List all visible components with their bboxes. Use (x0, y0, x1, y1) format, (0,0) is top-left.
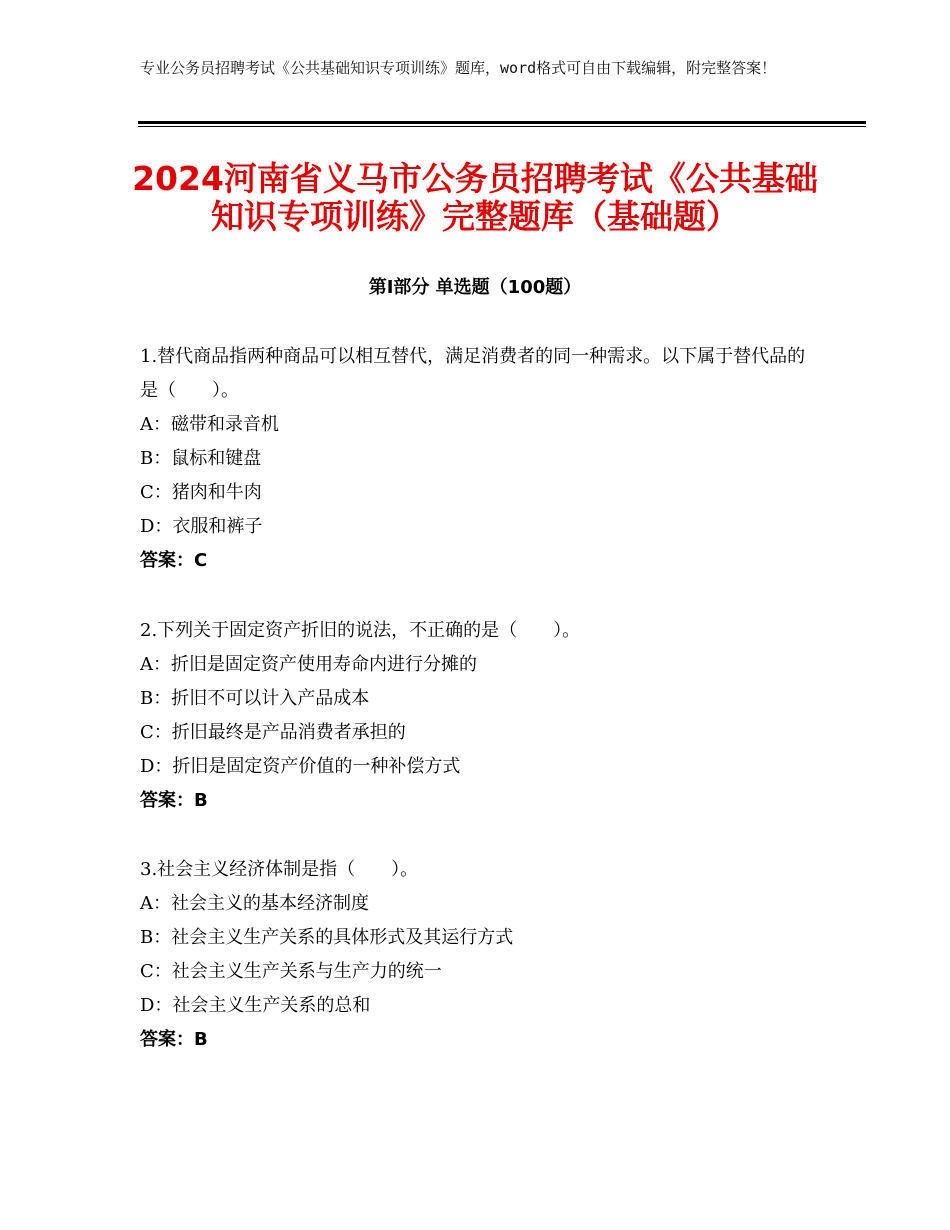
option-a: A：折旧是固定资产使用寿命内进行分摊的 (140, 654, 477, 675)
answer: 答案：C (140, 550, 208, 571)
option-d: D：折旧是固定资产价值的一种补偿方式 (140, 756, 461, 777)
document-title: 2024河南省义马市公务员招聘考试《公共基础知识专项训练》完整题库（基础题） (132, 159, 818, 236)
option-b: B：折旧不可以计入产品成本 (140, 688, 370, 709)
header-divider-thin (138, 126, 866, 127)
section-heading: 第Ⅰ部分 单选题（100题） (368, 277, 582, 298)
question-stem: 1.替代商品指两种商品可以相互替代，满足消费者的同一种需求。以下属于替代品的是（ ）。 (140, 346, 806, 401)
header-note: 专业公务员招聘考试《公共基础知识专项训练》题库，word格式可自由下载编辑，附完整答案！ (140, 59, 777, 77)
option-b: B：鼠标和键盘 (140, 448, 262, 469)
question-2 (140, 614, 820, 818)
option-a: A：磁带和录音机 (140, 414, 279, 435)
header-divider-thick (138, 121, 866, 124)
option-b: B：社会主义生产关系的具体形式及其运行方式 (140, 927, 514, 948)
option-a: A：社会主义的基本经济制度 (140, 893, 369, 914)
option-c: C：社会主义生产关系与生产力的统一 (140, 961, 442, 982)
option-c: C：猪肉和牛肉 (140, 482, 262, 503)
question-3 (140, 853, 820, 1057)
question-stem: 2.下列关于固定资产折旧的说法，不正确的是（ ）。 (140, 620, 581, 641)
question-1 (140, 340, 820, 578)
answer: 答案：B (140, 790, 208, 811)
option-d: D：社会主义生产关系的总和 (140, 995, 371, 1016)
option-c: C：折旧最终是产品消费者承担的 (140, 722, 406, 743)
option-d: D：衣服和裤子 (140, 516, 263, 537)
question-stem: 3.社会主义经济体制是指（ ）。 (140, 859, 419, 880)
answer: 答案：B (140, 1029, 208, 1050)
